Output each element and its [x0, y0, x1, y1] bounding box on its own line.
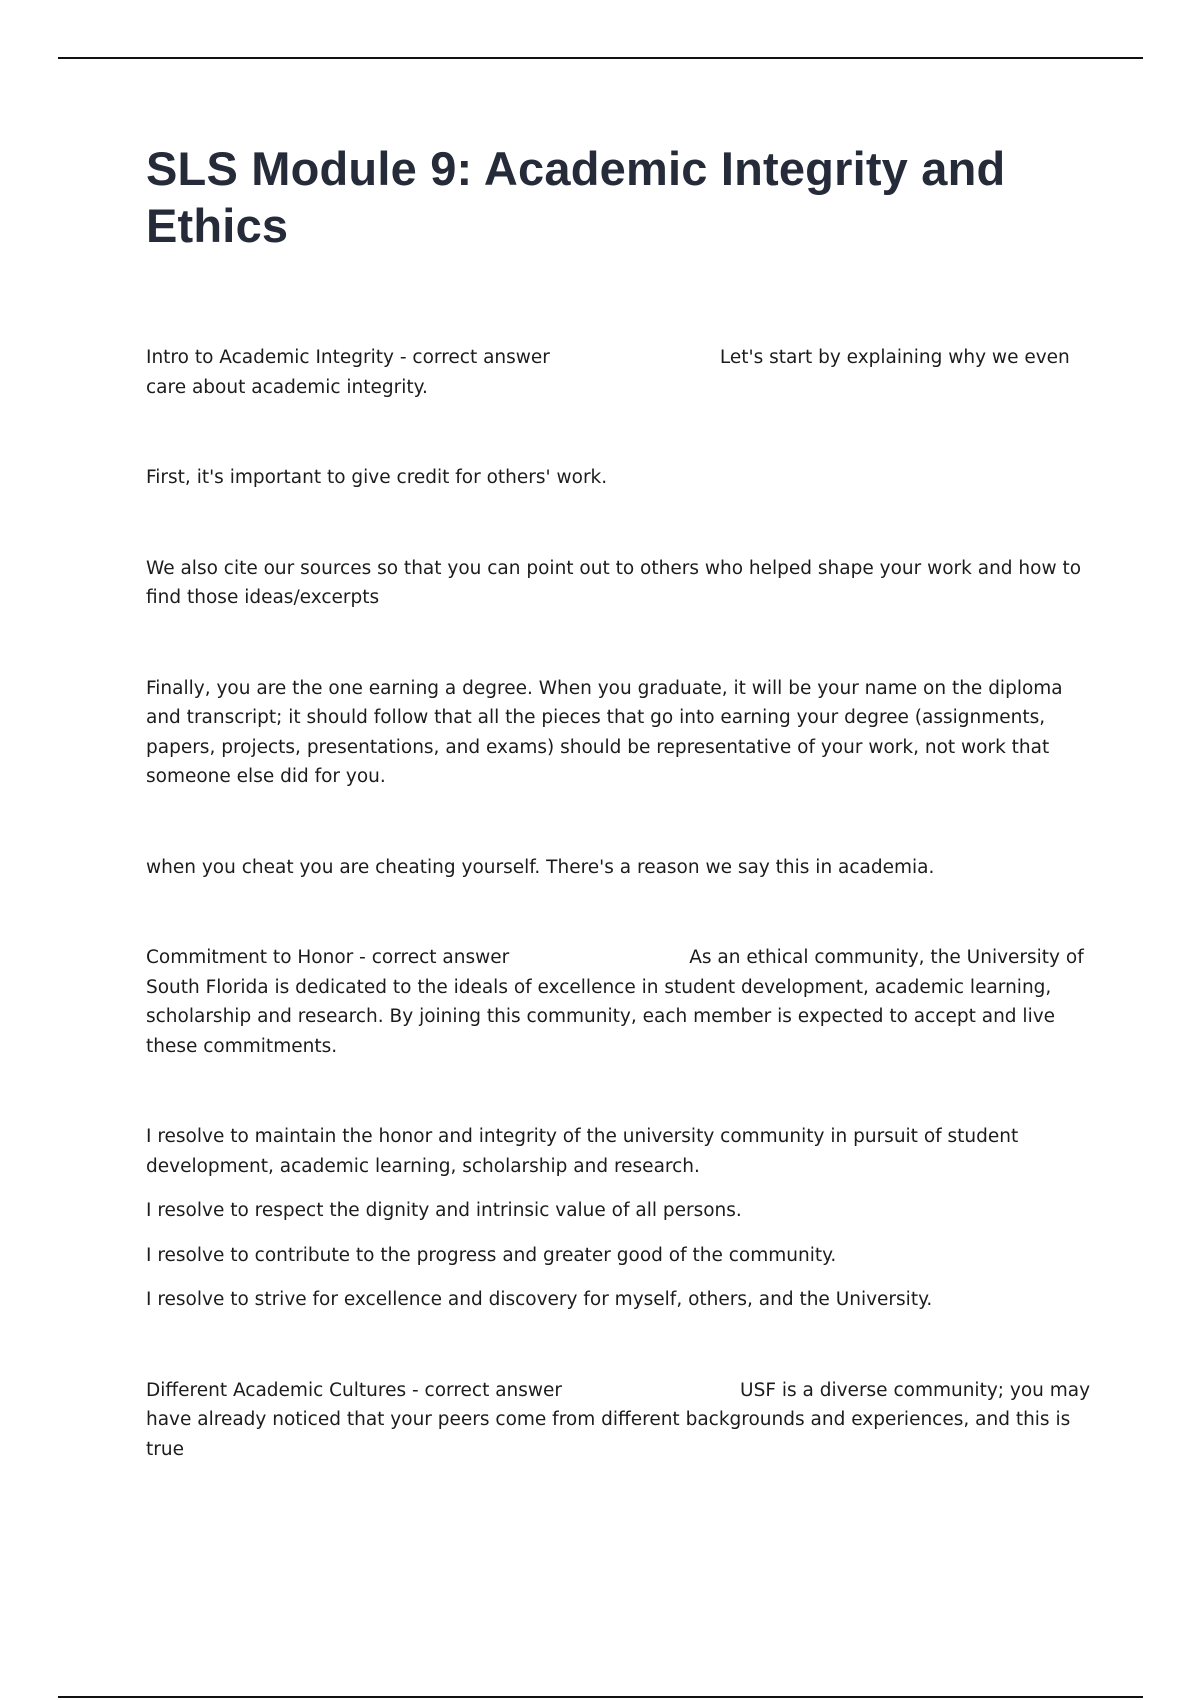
paragraph: I resolve to respect the dignity and intrinsic value of all persons. — [146, 1200, 742, 1221]
paragraph: Finally, you are the one earning a degree. When you graduate, it will be your name on the diploma and transcript; it should follow that all the pieces that go into earning your degree (assignments, papers, projects, presentations, and exams) should be representative of your work, not work that someone else did for you. — [146, 677, 1063, 787]
paragraph: We also cite our sources so that you can point out to others who helped shape your work and how to find those ideas/excerpts — [146, 557, 1082, 608]
paragraph: when you cheat you are cheating yourself. There's a reason we say this in academia. — [146, 856, 935, 878]
paragraph: I resolve to strive for excellence and discovery for myself, others, and the University. — [146, 1289, 933, 1310]
flashcard-entry — [146, 343, 1091, 402]
document-page — [146, 140, 1091, 1464]
paragraph: First, it's important to give credit for others' work. — [146, 467, 608, 488]
term: Different Academic Cultures — [146, 1379, 407, 1401]
paragraph: I resolve to maintain the honor and integrity of the university community in pursuit of student development, academic learning, scholarship and research. — [146, 1126, 1019, 1177]
answer-marker: - correct answer — [406, 1379, 563, 1401]
paragraph: I resolve to contribute to the progress and greater good of the community. — [146, 1244, 837, 1266]
term: Intro to Academic Integrity — [146, 347, 394, 368]
header-rule — [58, 57, 1143, 59]
document-body — [146, 343, 1091, 1464]
answer-marker: - correct answer — [393, 347, 550, 368]
term: Commitment to Honor — [146, 947, 354, 968]
footer-rule — [58, 1696, 1143, 1698]
definition: Let's start by explaining why we even care about academic integrity. — [146, 347, 1070, 398]
definition: As an ethical community, the University of South Florida is dedicated to the ideals of excellence in student development, academic learning, scholarship and research. By joining this community, each member is expected to accept and live these commitments. — [146, 947, 1084, 1057]
document-title: SLS Module 9: Academic Integrity and Ethics — [146, 142, 1006, 252]
definition: USF is a diverse community; you may have already noticed that your peers come from different backgrounds and experiences, and this is true — [146, 1379, 1091, 1460]
flashcard-entry — [146, 1376, 1091, 1465]
flashcard-entry — [146, 943, 1091, 1061]
answer-marker: - correct answer — [353, 947, 510, 968]
